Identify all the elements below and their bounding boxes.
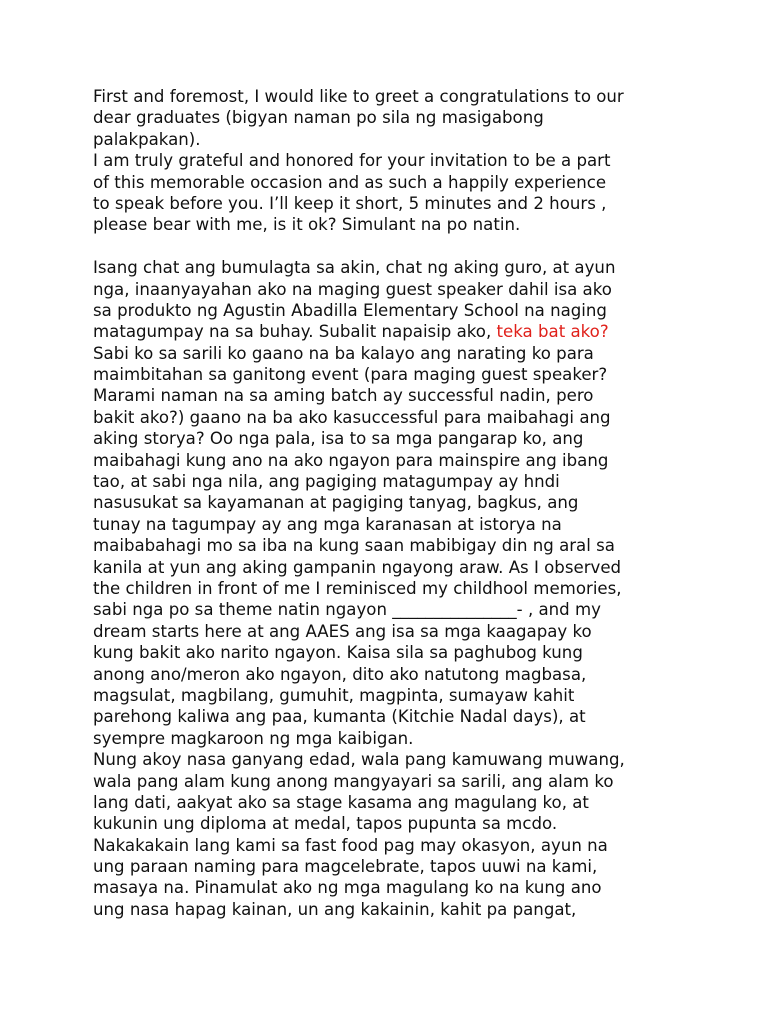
- text-line: aking storya? Oo nga pala, isa to sa mga pangarap ko, ang: [93, 429, 584, 449]
- text-line: Marami naman na sa aming batch ay successful nadin, pero: [93, 386, 594, 406]
- text-line: the children in front of me I reminisced my childhool memories,: [93, 578, 622, 598]
- text-line: nasusukat sa kayamanan at pagiging tanyag, bagkus, ang: [93, 493, 579, 513]
- text-line: maimbitahan sa ganitong event (para maging guest speaker?: [93, 365, 608, 385]
- text-line: Nakakakain lang kami sa fast food pag may okasyon, ayun na: [93, 835, 608, 855]
- text-line: kung bakit ako narito ngayon. Kaisa sila sa paghubog kung: [93, 643, 583, 663]
- text-line: magsulat, magbilang, gumuhit, magpinta, sumayaw kahit: [93, 685, 575, 705]
- text-line: to speak before you. I’ll keep it short, 5 minutes and 2 hours ,: [93, 193, 607, 213]
- text-line: sabi nga po sa theme natin ngayon _______________- , and my: [93, 600, 601, 620]
- text-line: kanila at yun ang aking gampanin ngayong araw. As I observed: [93, 557, 622, 577]
- text-line-segment: matagumpay na sa buhay. Subalit napaisip ako,: [93, 322, 497, 342]
- text-line: masaya na. Pinamulat ako ng mga magulang ko na kung ano: [93, 878, 602, 898]
- text-line: of this memorable occasion and as such a happily experience: [93, 172, 607, 192]
- text-line: syempre magkaroon ng mga kaibigan.: [93, 728, 414, 748]
- text-line: wala pang alam kung anong mangyayari sa sarili, ang alam ko: [93, 771, 614, 791]
- text-line: [93, 321, 683, 342]
- text-line: dream starts here at ang AAES ang isa sa mga kaagapay ko: [93, 621, 592, 641]
- text-line: ung paraan naming para magcelebrate, tapos uuwi na kami,: [93, 857, 598, 877]
- text-line: Isang chat ang bumulagta sa akin, chat ng aking guro, at ayun: [93, 258, 616, 278]
- text-line: I am truly grateful and honored for your invitation to be a part: [93, 151, 611, 171]
- text-line: tao, at sabi nga nila, ang pagiging matagumpay ay hndi: [93, 472, 560, 492]
- text-line: sa produkto ng Agustin Abadilla Elementary School na naging: [93, 300, 607, 320]
- text-line: please bear with me, is it ok? Simulant na po natin.: [93, 215, 521, 235]
- document-page: [93, 86, 683, 920]
- text-line: dear graduates (bigyan naman po sila ng masigabong: [93, 108, 544, 128]
- text-line: Sabi ko sa sarili ko gaano na ba kalayo ang narating ko para: [93, 343, 594, 363]
- text-line: anong ano/meron ako ngayon, dito ako natutong magbasa,: [93, 664, 587, 684]
- paragraph-invitation: [93, 257, 683, 749]
- text-line: ung nasa hapag kainan, un ang kakainin, kahit pa pangat,: [93, 899, 577, 919]
- text-line: tunay na tagumpay ay ang mga karanasan at istorya na: [93, 514, 562, 534]
- text-line: First and foremost, I would like to greet a congratulations to our: [93, 87, 624, 106]
- text-line: maibahagi kung ano na ako ngayon para mainspire ang ibang: [93, 450, 609, 470]
- paragraph-childhood: [93, 749, 683, 920]
- text-line: parehong kaliwa ang paa, kumanta (Kitchie Nadal days), at: [93, 707, 586, 727]
- text-line: lang dati, aakyat ako sa stage kasama ang magulang ko, at: [93, 792, 589, 812]
- text-line: kukunin ung diploma at medal, tapos pupunta sa mcdo.: [93, 814, 558, 834]
- paragraph-spacer: [93, 236, 683, 257]
- text-line: nga, inaanyayahan ako na maging guest speaker dahil isa ako: [93, 279, 612, 299]
- text-line: maibabahagi mo sa iba na kung saan mabibigay din ng aral sa: [93, 536, 615, 556]
- paragraph-greeting: [93, 86, 683, 236]
- text-line: Nung akoy nasa ganyang edad, wala pang kamuwang muwang,: [93, 750, 625, 770]
- highlighted-text: teka bat ako?: [496, 322, 609, 342]
- text-line: palakpakan).: [93, 129, 201, 149]
- text-line: bakit ako?) gaano na ba ako kasuccessful para maibahagi ang: [93, 407, 611, 427]
